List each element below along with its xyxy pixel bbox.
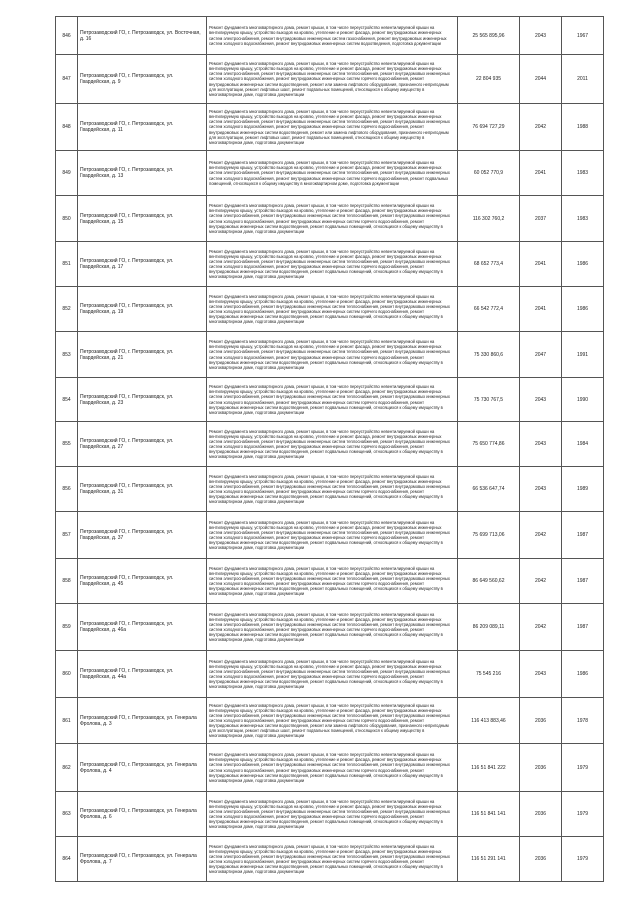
cell-cost: 86 209 089,11: [458, 604, 520, 651]
cell-cost: 75 650 774,86: [458, 422, 520, 467]
cell-work: Ремонт фундамента многоквартирного дома, ремонт крыши, в том числе переустройство невентилируемой крыши на вентилируемую крышу, устройство выходов на кровлю, утепление и ремонт фасада, ремонт внутридомовых инженерных систем электроснабжения, ремонт внутридомовых инженерных систем теплоснабжения, ремонт внутридомовых инженерных систем холодного водоснабжения, ремонт внутридомовых инженерных систем горячего водоснабжения, ремонт внутридомовых инженерных систем водоотведения, ремонт подвальных помещений, относящихся к общему имуществу в многоквартирном доме, подготовка документации: [207, 196, 458, 242]
cell-year: 1988: [562, 104, 604, 151]
table-body: [56, 17, 604, 882]
cell-address: Петрозаводский ГО, г. Петрозаводск, ул. Гвардейская, д. 31: [78, 467, 207, 512]
cell-work: Ремонт фундамента многоквартирного дома, ремонт крыши, в том числе переустройство невентилируемой крыши на вентилируемую крышу, устройство выходов на кровлю, утепление и ремонт фасада, ремонт внутридомовых инженерных систем электроснабжения, ремонт внутридомовых инженерных систем теплоснабжения, ремонт внутридомовых инженерных систем холодного водоснабжения, ремонт внутридомовых инженерных систем горячего водоснабжения, ремонт внутридомовых инженерных систем водоотведения, ремонт подвальных помещений, относящихся к общему имуществу в многоквартирном доме, подготовка документации: [207, 512, 458, 559]
cell-plan: 2036: [520, 744, 562, 792]
table-row: [56, 467, 604, 512]
table-row: [56, 604, 604, 651]
table-row: [56, 559, 604, 604]
document-page: [55, 16, 603, 882]
cell-cost: 86 649 560,62: [458, 559, 520, 604]
cell-address: Петрозаводский ГО, г. Петрозаводск, ул. Гвардейская, д. 21: [78, 332, 207, 378]
cell-plan: 2036: [520, 837, 562, 882]
cell-cost: 68 652 773,4: [458, 242, 520, 287]
cell-num: 857: [56, 512, 78, 559]
cell-work: Ремонт фундамента многоквартирного дома, ремонт крыши, в том числе переустройство невентилируемой крыши на вентилируемую крышу, устройство выходов на кровлю, утепление и ремонт фасада, ремонт внутридомовых инженерных систем электроснабжения, ремонт внутридомовых инженерных систем теплоснабжения, ремонт внутридомовых инженерных систем холодного водоснабжения, ремонт внутридомовых инженерных систем горячего водоснабжения, ремонт внутридомовых инженерных систем водоотведения, ремонт подвальных помещений, относящихся к общему имуществу в многоквартирном доме, подготовка документации: [207, 287, 458, 332]
cell-address: Петрозаводский ГО, г. Петрозаводск, ул. Гвардейская, д. 44а: [78, 651, 207, 698]
cell-year: 1983: [562, 196, 604, 242]
table-row: [56, 378, 604, 422]
cell-year: 1986: [562, 242, 604, 287]
cell-plan: 2043: [520, 422, 562, 467]
capital-repair-table: [55, 16, 604, 882]
cell-year: 2011: [562, 55, 604, 104]
cell-num: 855: [56, 422, 78, 467]
cell-work: Ремонт фундамента многоквартирного дома, ремонт крыши, в том числе переустройство невентилируемой крыши на вентилируемую крышу, устройство выходов на кровлю, утепление и ремонт фасада, ремонт внутридомовых инженерных систем электроснабжения, ремонт внутридомовых инженерных систем теплоснабжения, ремонт внутридомовых инженерных систем холодного водоснабжения, ремонт внутридомовых инженерных систем горячего водоснабжения, ремонт внутридомовых инженерных систем водоотведения, ремонт или замена лифтового оборудования, признанного непригодным для эксплуатации, ремонт лифтовых шахт, ремонт подвальных помещений, относящихся к общему имуществу в многоквартирном доме, подготовка документации: [207, 104, 458, 151]
cell-address: Петрозаводский ГО, г. Петрозаводск, ул. Гвардейская, д. 27: [78, 422, 207, 467]
cell-plan: 2041: [520, 287, 562, 332]
cell-plan: 2036: [520, 698, 562, 744]
cell-work: Ремонт фундамента многоквартирного дома, ремонт крыши, в том числе переустройство невентилируемой крыши на вентилируемую крышу, устройство выходов на кровлю, утепление и ремонт фасада, ремонт внутридомовых инженерных систем электроснабжения, ремонт внутридомовых инженерных систем теплоснабжения, ремонт внутридомовых инженерных систем холодного водоснабжения, ремонт внутридомовых инженерных систем горячего водоснабжения, ремонт внутридомовых инженерных систем водоотведения, ремонт или замена лифтового оборудования, признанного непригодным для эксплуатации, ремонт лифтовых шахт, ремонт подвальных помещений, относящихся к общему имуществу в многоквартирном доме, подготовка документации: [207, 55, 458, 104]
table-row: [56, 151, 604, 196]
cell-plan: 2043: [520, 467, 562, 512]
cell-num: 852: [56, 287, 78, 332]
cell-work: Ремонт фундамента многоквартирного дома, ремонт крыши, в том числе переустройство невентилируемой крыши на вентилируемую крышу, устройство выходов на кровлю, утепление и ремонт фасада, ремонт внутридомовых инженерных систем электроснабжения, ремонт внутридомовых инженерных систем газоснабжения, ремонт внутридомовых инженерных систем холодного водоснабжения, ремонт внутридомовых инженерных систем водоотведения, подготовка документации: [207, 17, 458, 55]
cell-num: 847: [56, 55, 78, 104]
table-row: [56, 651, 604, 698]
cell-address: Петрозаводский ГО, г. Петрозаводск, ул. Гвардейская, д. 11: [78, 104, 207, 151]
cell-plan: 2043: [520, 17, 562, 55]
cell-plan: 2037: [520, 196, 562, 242]
cell-work: Ремонт фундамента многоквартирного дома, ремонт крыши, в том числе переустройство невентилируемой крыши на вентилируемую крышу, устройство выходов на кровлю, утепление и ремонт фасада, ремонт внутридомовых инженерных систем электроснабжения, ремонт внутридомовых инженерных систем теплоснабжения, ремонт внутридомовых инженерных систем холодного водоснабжения, ремонт внутридомовых инженерных систем горячего водоснабжения, ремонт подвальных помещений, относящихся к общему имуществу в многоквартирном доме, подготовка документации: [207, 151, 458, 196]
cell-plan: 2043: [520, 378, 562, 422]
cell-work: Ремонт фундамента многоквартирного дома, ремонт крыши, в том числе переустройство невентилируемой крыши на вентилируемую крышу, устройство выходов на кровлю, утепление и ремонт фасада, ремонт внутридомовых инженерных систем электроснабжения, ремонт внутридомовых инженерных систем теплоснабжения, ремонт внутридомовых инженерных систем холодного водоснабжения, ремонт внутридомовых инженерных систем горячего водоснабжения, ремонт внутридомовых инженерных систем водоотведения, ремонт подвальных помещений, относящихся к общему имуществу в многоквартирном доме, подготовка документации: [207, 422, 458, 467]
cell-num: 863: [56, 792, 78, 837]
cell-cost: 25 565 895,96: [458, 17, 520, 55]
cell-address: Петрозаводский ГО, г. Петрозаводск, ул. Генерала Фролова, д. 7: [78, 837, 207, 882]
cell-num: 860: [56, 651, 78, 698]
cell-work: Ремонт фундамента многоквартирного дома, ремонт крыши, в том числе переустройство невентилируемой крыши на вентилируемую крышу, устройство выходов на кровлю, утепление и ремонт фасада, ремонт внутридомовых инженерных систем электроснабжения, ремонт внутридомовых инженерных систем теплоснабжения, ремонт внутридомовых инженерных систем холодного водоснабжения, ремонт внутридомовых инженерных систем горячего водоснабжения, ремонт внутридомовых инженерных систем водоотведения, ремонт подвальных помещений, относящихся к общему имуществу в многоквартирном доме, подготовка документации: [207, 837, 458, 882]
cell-num: 849: [56, 151, 78, 196]
cell-address: Петрозаводский ГО, г. Петрозаводск, ул. Гвардейская, д. 23: [78, 378, 207, 422]
table-row: [56, 287, 604, 332]
table-row: [56, 55, 604, 104]
table-row: [56, 17, 604, 55]
cell-year: 1983: [562, 151, 604, 196]
cell-plan: 2041: [520, 151, 562, 196]
cell-work: Ремонт фундамента многоквартирного дома, ремонт крыши, в том числе переустройство невентилируемой крыши на вентилируемую крышу, устройство выходов на кровлю, утепление и ремонт фасада, ремонт внутридомовых инженерных систем электроснабжения, ремонт внутридомовых инженерных систем теплоснабжения, ремонт внутридомовых инженерных систем холодного водоснабжения, ремонт внутридомовых инженерных систем горячего водоснабжения, ремонт внутридомовых инженерных систем водоотведения, ремонт подвальных помещений, относящихся к общему имуществу в многоквартирном доме, подготовка документации: [207, 651, 458, 698]
table-row: [56, 332, 604, 378]
table-row: [56, 792, 604, 837]
cell-num: 856: [56, 467, 78, 512]
cell-cost: 116 51 291 141: [458, 837, 520, 882]
cell-work: Ремонт фундамента многоквартирного дома, ремонт крыши, в том числе переустройство невентилируемой крыши на вентилируемую крышу, устройство выходов на кровлю, утепление и ремонт фасада, ремонт внутридомовых инженерных систем электроснабжения, ремонт внутридомовых инженерных систем теплоснабжения, ремонт внутридомовых инженерных систем холодного водоснабжения, ремонт внутридомовых инженерных систем горячего водоснабжения, ремонт внутридомовых инженерных систем водоотведения, ремонт подвальных помещений, относящихся к общему имуществу в многоквартирном доме, подготовка документации: [207, 332, 458, 378]
cell-plan: 2042: [520, 604, 562, 651]
cell-address: Петрозаводский ГО, г. Петрозаводск, ул. Гвардейская, д. 15: [78, 196, 207, 242]
cell-year: 1987: [562, 512, 604, 559]
cell-plan: 2042: [520, 512, 562, 559]
cell-plan: 2044: [520, 55, 562, 104]
cell-year: 1979: [562, 744, 604, 792]
cell-cost: 66 536 647,74: [458, 467, 520, 512]
cell-cost: 75 545 216: [458, 651, 520, 698]
cell-work: Ремонт фундамента многоквартирного дома, ремонт крыши, в том числе переустройство невентилируемой крыши на вентилируемую крышу, устройство выходов на кровлю, утепление и ремонт фасада, ремонт внутридомовых инженерных систем электроснабжения, ремонт внутридомовых инженерных систем теплоснабжения, ремонт внутридомовых инженерных систем холодного водоснабжения, ремонт внутридомовых инженерных систем горячего водоснабжения, ремонт внутридомовых инженерных систем водоотведения, ремонт или замена лифтового оборудования, признанного непригодным для эксплуатации, ремонт лифтовых шахт, ремонт подвальных помещений, относящихся к общему имуществу в многоквартирном доме, подготовка документации: [207, 698, 458, 744]
cell-year: 1991: [562, 332, 604, 378]
cell-address: Петрозаводский ГО, г. Петрозаводск, ул. Генерала Фролова, д. 4: [78, 744, 207, 792]
cell-address: Петрозаводский ГО, г. Петрозаводск, ул. Восточная, д. 16: [78, 17, 207, 55]
cell-year: 1978: [562, 698, 604, 744]
cell-work: Ремонт фундамента многоквартирного дома, ремонт крыши, в том числе переустройство невентилируемой крыши на вентилируемую крышу, устройство выходов на кровлю, утепление и ремонт фасада, ремонт внутридомовых инженерных систем электроснабжения, ремонт внутридомовых инженерных систем теплоснабжения, ремонт внутридомовых инженерных систем холодного водоснабжения, ремонт внутридомовых инженерных систем горячего водоснабжения, ремонт внутридомовых инженерных систем водоотведения, ремонт подвальных помещений, относящихся к общему имуществу в многоквартирном доме, подготовка документации: [207, 559, 458, 604]
cell-cost: 116 51 841 141: [458, 792, 520, 837]
cell-num: 848: [56, 104, 78, 151]
table-row: [56, 196, 604, 242]
cell-address: Петрозаводский ГО, г. Петрозаводск, ул. Гвардейская, д. 19: [78, 287, 207, 332]
cell-address: Петрозаводский ГО, г. Петрозаводск, ул. Гвардейская, д. 9: [78, 55, 207, 104]
cell-cost: 116 302 760,2: [458, 196, 520, 242]
cell-plan: 2041: [520, 242, 562, 287]
cell-work: Ремонт фундамента многоквартирного дома, ремонт крыши, в том числе переустройство невентилируемой крыши на вентилируемую крышу, устройство выходов на кровлю, утепление и ремонт фасада, ремонт внутридомовых инженерных систем электроснабжения, ремонт внутридомовых инженерных систем теплоснабжения, ремонт внутридомовых инженерных систем холодного водоснабжения, ремонт внутридомовых инженерных систем горячего водоснабжения, ремонт внутридомовых инженерных систем водоотведения, ремонт подвальных помещений, относящихся к общему имуществу в многоквартирном доме, подготовка документации: [207, 378, 458, 422]
cell-year: 1979: [562, 837, 604, 882]
cell-address: Петрозаводский ГО, г. Петрозаводск, ул. Гвардейская, д. 17: [78, 242, 207, 287]
cell-plan: 2042: [520, 104, 562, 151]
cell-work: Ремонт фундамента многоквартирного дома, ремонт крыши, в том числе переустройство невентилируемой крыши на вентилируемую крышу, устройство выходов на кровлю, утепление и ремонт фасада, ремонт внутридомовых инженерных систем электроснабжения, ремонт внутридомовых инженерных систем теплоснабжения, ремонт внутридомовых инженерных систем холодного водоснабжения, ремонт внутридомовых инженерных систем горячего водоснабжения, ремонт внутридомовых инженерных систем водоотведения, ремонт подвальных помещений, относящихся к общему имуществу в многоквартирном доме, подготовка документации: [207, 604, 458, 651]
cell-plan: 2043: [520, 651, 562, 698]
cell-address: Петрозаводский ГО, г. Петрозаводск, ул. Гвардейская, д. 46а: [78, 604, 207, 651]
cell-work: Ремонт фундамента многоквартирного дома, ремонт крыши, в том числе переустройство невентилируемой крыши на вентилируемую крышу, устройство выходов на кровлю, утепление и ремонт фасада, ремонт внутридомовых инженерных систем электроснабжения, ремонт внутридомовых инженерных систем теплоснабжения, ремонт внутридомовых инженерных систем холодного водоснабжения, ремонт внутридомовых инженерных систем горячего водоснабжения, ремонт внутридомовых инженерных систем водоотведения, ремонт подвальных помещений, относящихся к общему имуществу в многоквартирном доме, подготовка документации: [207, 242, 458, 287]
cell-plan: 2036: [520, 792, 562, 837]
table-row: [56, 422, 604, 467]
cell-cost: 22 804 935: [458, 55, 520, 104]
cell-cost: 75 730 767,5: [458, 378, 520, 422]
cell-year: 1990: [562, 378, 604, 422]
cell-address: Петрозаводский ГО, г. Петрозаводск, ул. Гвардейская, д. 45: [78, 559, 207, 604]
cell-work: Ремонт фундамента многоквартирного дома, ремонт крыши, в том числе переустройство невентилируемой крыши на вентилируемую крышу, устройство выходов на кровлю, утепление и ремонт фасада, ремонт внутридомовых инженерных систем электроснабжения, ремонт внутридомовых инженерных систем теплоснабжения, ремонт внутридомовых инженерных систем холодного водоснабжения, ремонт внутридомовых инженерных систем горячего водоснабжения, ремонт внутридомовых инженерных систем водоотведения, ремонт подвальных помещений, относящихся к общему имуществу в многоквартирном доме, подготовка документации: [207, 744, 458, 792]
table-row: [56, 512, 604, 559]
cell-year: 1986: [562, 651, 604, 698]
table-row: [56, 744, 604, 792]
cell-cost: 66 542 772,4: [458, 287, 520, 332]
cell-year: 1979: [562, 792, 604, 837]
cell-cost: 116 51 841 222: [458, 744, 520, 792]
table-row: [56, 104, 604, 151]
cell-plan: 2047: [520, 332, 562, 378]
cell-address: Петрозаводский ГО, г. Петрозаводск, ул. Генерала Фролова, д. 3: [78, 698, 207, 744]
cell-cost: 60 052 770,9: [458, 151, 520, 196]
cell-address: Петрозаводский ГО, г. Петрозаводск, ул. Генерала Фролова, д. 6: [78, 792, 207, 837]
cell-num: 853: [56, 332, 78, 378]
cell-year: 1984: [562, 422, 604, 467]
cell-year: 1967: [562, 17, 604, 55]
cell-work: Ремонт фундамента многоквартирного дома, ремонт крыши, в том числе переустройство невентилируемой крыши на вентилируемую крышу, устройство выходов на кровлю, утепление и ремонт фасада, ремонт внутридомовых инженерных систем электроснабжения, ремонт внутридомовых инженерных систем теплоснабжения, ремонт внутридомовых инженерных систем холодного водоснабжения, ремонт внутридомовых инженерных систем горячего водоснабжения, ремонт внутридомовых инженерных систем водоотведения, ремонт подвальных помещений, относящихся к общему имуществу в многоквартирном доме, подготовка документации: [207, 467, 458, 512]
cell-num: 861: [56, 698, 78, 744]
cell-num: 859: [56, 604, 78, 651]
cell-cost: 76 694 727,29: [458, 104, 520, 151]
cell-num: 858: [56, 559, 78, 604]
cell-num: 854: [56, 378, 78, 422]
cell-num: 851: [56, 242, 78, 287]
cell-cost: 75 699 713,06: [458, 512, 520, 559]
table-row: [56, 242, 604, 287]
table-row: [56, 698, 604, 744]
cell-num: 846: [56, 17, 78, 55]
cell-num: 850: [56, 196, 78, 242]
cell-work: Ремонт фундамента многоквартирного дома, ремонт крыши, в том числе переустройство невентилируемой крыши на вентилируемую крышу, устройство выходов на кровлю, утепление и ремонт фасада, ремонт внутридомовых инженерных систем электроснабжения, ремонт внутридомовых инженерных систем теплоснабжения, ремонт внутридомовых инженерных систем холодного водоснабжения, ремонт внутридомовых инженерных систем горячего водоснабжения, ремонт внутридомовых инженерных систем водоотведения, ремонт подвальных помещений, относящихся к общему имуществу в многоквартирном доме, подготовка документации: [207, 792, 458, 837]
table-row: [56, 837, 604, 882]
cell-plan: 2042: [520, 559, 562, 604]
cell-address: Петрозаводский ГО, г. Петрозаводск, ул. Гвардейская, д. 37: [78, 512, 207, 559]
cell-address: Петрозаводский ГО, г. Петрозаводск, ул. Гвардейская, д. 13: [78, 151, 207, 196]
cell-num: 862: [56, 744, 78, 792]
cell-num: 864: [56, 837, 78, 882]
cell-cost: 116 413 883,46: [458, 698, 520, 744]
cell-year: 1989: [562, 467, 604, 512]
cell-year: 1987: [562, 604, 604, 651]
cell-cost: 75 330 860,6: [458, 332, 520, 378]
cell-year: 1987: [562, 559, 604, 604]
cell-year: 1986: [562, 287, 604, 332]
